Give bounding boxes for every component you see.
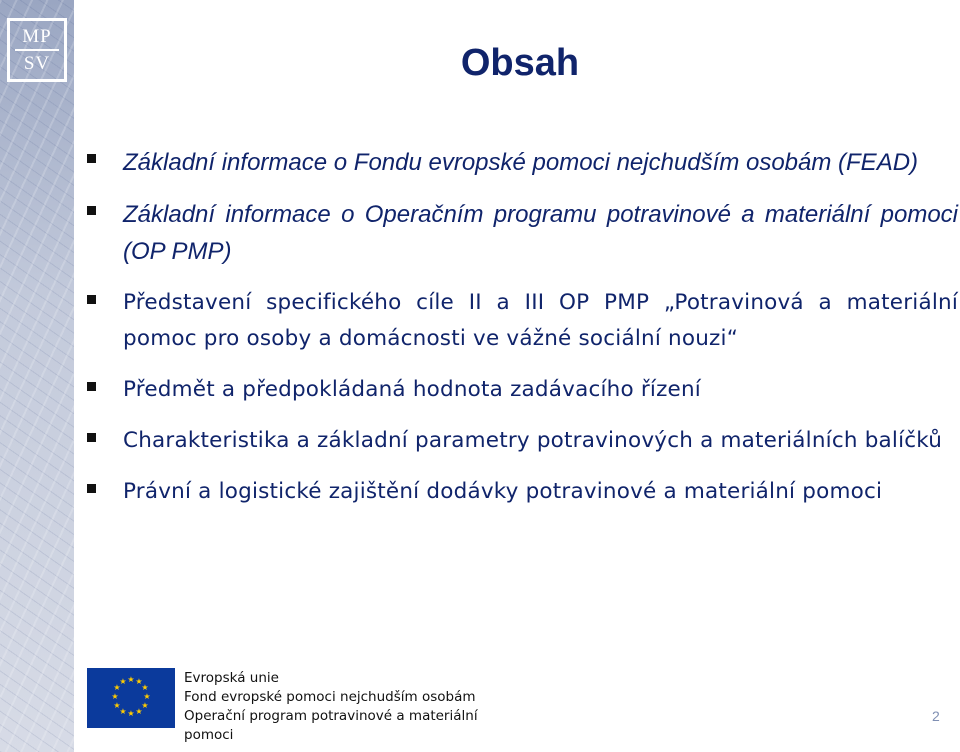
eu-footer-text (184, 669, 507, 745)
bullet-item-tender-subject (86, 372, 958, 408)
svg-text:★: ★ (135, 707, 143, 716)
bullet-text: Charakteristika a základní parametry potravinových a materiálních balíčků (123, 428, 943, 453)
svg-text:★: ★ (143, 692, 151, 701)
eu-footer (87, 668, 507, 743)
bullet-item-fead (86, 144, 958, 181)
eu-flag-icon (87, 668, 175, 728)
svg-text:★: ★ (141, 683, 149, 692)
bullet-item-package-parameters (86, 423, 958, 459)
svg-text:★: ★ (141, 701, 149, 710)
bullet-text: Předmět a předpokládaná hodnota zadávacího řízení (123, 377, 701, 402)
footer-line-eu: Evropská unie (184, 670, 279, 686)
slide-title: Obsah (460, 42, 580, 84)
footer-line-programme: Operační program potravinové a materiální pomoci (184, 708, 478, 743)
bullet-item-legal-logistics (86, 474, 958, 510)
decorative-side-stripe (0, 0, 74, 752)
bullet-item-op-pmp (86, 196, 958, 270)
bullet-item-specific-goal (86, 285, 958, 357)
svg-text:★: ★ (111, 692, 119, 701)
svg-text:★: ★ (127, 709, 135, 718)
logo-text-bottom: SV (23, 53, 51, 74)
bullet-text: Základní informace o Fondu evropské pomoci nejchudším osobám (FEAD) (123, 149, 919, 176)
logo-text-top: MP (22, 26, 52, 47)
content-bullet-list (86, 144, 958, 525)
svg-text:★: ★ (135, 677, 143, 686)
bullet-text: Základní informace o Operačním programu potravinové a materiální pomoci (OP PMP) (123, 201, 958, 265)
bullet-text: Představení specifického cíle II a III OP PMP „Potravinová a materiální pomoc pro osoby a domácnosti ve vážné sociální nouzi“ (123, 290, 958, 351)
svg-text:★: ★ (119, 707, 127, 716)
footer-line-fund: Fond evropské pomoci nejchudším osobám (184, 689, 476, 705)
svg-text:★: ★ (113, 701, 121, 710)
eu-stars-icon (87, 668, 175, 728)
svg-text:★: ★ (113, 683, 121, 692)
page-number: 2 (932, 708, 940, 724)
bullet-text: Právní a logistické zajištění dodávky potravinové a materiální pomoci (123, 479, 883, 504)
svg-text:★: ★ (119, 677, 127, 686)
svg-text:★: ★ (127, 675, 135, 684)
